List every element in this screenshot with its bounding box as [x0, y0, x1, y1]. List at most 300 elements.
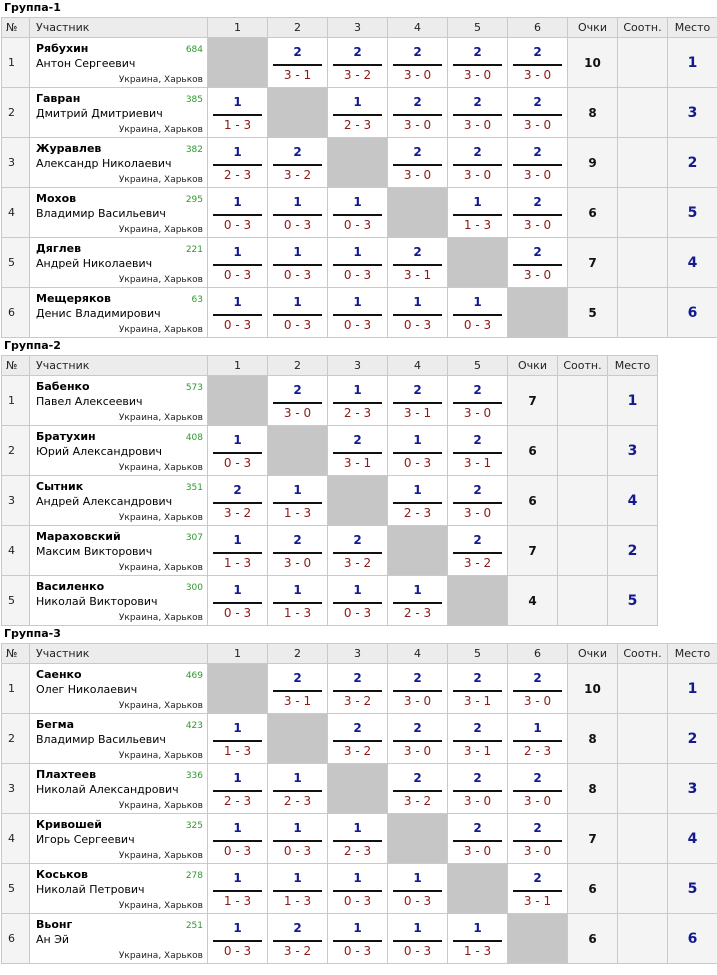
match-points: 2: [533, 45, 542, 59]
place-cell: 4: [668, 814, 717, 864]
match-cell[interactable]: [328, 238, 388, 288]
row-number: 2: [2, 426, 30, 476]
match-cell[interactable]: [388, 664, 448, 714]
match-score: 0 - 3: [403, 894, 432, 908]
match-divider: [453, 740, 502, 742]
match-divider: [513, 790, 562, 792]
player-surname[interactable]: Бегма: [36, 718, 75, 731]
match-points: 1: [293, 245, 302, 259]
place-cell: 5: [608, 576, 658, 626]
match-divider: [213, 840, 262, 842]
match-points: 2: [413, 45, 422, 59]
match-divider: [393, 452, 442, 454]
player-cell: [30, 476, 208, 526]
match-cell[interactable]: [508, 38, 568, 88]
player-surname[interactable]: Мараховский: [36, 530, 121, 543]
match-divider: [273, 790, 322, 792]
match-score: 2 - 3: [523, 744, 552, 758]
match-cell[interactable]: [268, 38, 328, 88]
header-ratio: Соотн.: [618, 644, 668, 664]
match-cell[interactable]: [388, 864, 448, 914]
self-cell: [328, 476, 388, 526]
match-score: 3 - 0: [523, 218, 552, 232]
player-rating: 385: [185, 95, 203, 105]
match-points: 1: [293, 821, 302, 835]
match-points: 1: [533, 721, 542, 735]
player-rating: 251: [185, 921, 203, 931]
place-cell: 2: [608, 526, 658, 576]
header-opponent-col: 3: [328, 644, 388, 664]
match-cell[interactable]: [388, 576, 448, 626]
match-cell[interactable]: [268, 188, 328, 238]
match-score: 2 - 3: [403, 506, 432, 520]
player-surname[interactable]: Сытник: [36, 480, 84, 493]
match-points: 1: [353, 921, 362, 935]
points-cell: 6: [508, 426, 558, 476]
match-divider: [273, 214, 322, 216]
player-surname[interactable]: Василенко: [36, 580, 105, 593]
match-points: 1: [413, 483, 422, 497]
match-cell[interactable]: [208, 138, 268, 188]
match-score: 0 - 3: [283, 268, 312, 282]
points-cell: 6: [508, 476, 558, 526]
match-points: 1: [233, 721, 242, 735]
match-cell[interactable]: [388, 238, 448, 288]
match-points: 1: [233, 921, 242, 935]
match-divider: [393, 64, 442, 66]
place-cell: 4: [668, 238, 717, 288]
match-cell[interactable]: [448, 814, 508, 864]
row-number: 3: [2, 764, 30, 814]
match-cell[interactable]: [208, 188, 268, 238]
player-surname[interactable]: Дяглев: [36, 242, 82, 255]
match-divider: [453, 940, 502, 942]
player-rating: 63: [191, 295, 203, 305]
match-divider: [213, 552, 262, 554]
match-cell[interactable]: [208, 576, 268, 626]
player-cell: [30, 426, 208, 476]
match-points: 1: [293, 583, 302, 597]
place-cell: 4: [608, 476, 658, 526]
player-rating: 295: [185, 195, 203, 205]
match-score: 1 - 3: [223, 556, 252, 570]
player-rating: 382: [185, 145, 203, 155]
place-cell: 6: [668, 914, 717, 964]
match-cell[interactable]: [328, 664, 388, 714]
match-cell[interactable]: [388, 88, 448, 138]
match-score: 3 - 2: [463, 556, 492, 570]
match-cell[interactable]: [208, 288, 268, 338]
match-cell[interactable]: [508, 814, 568, 864]
match-score: 2 - 3: [403, 606, 432, 620]
match-score: 3 - 0: [403, 68, 432, 82]
match-points: 1: [293, 771, 302, 785]
player-surname[interactable]: Бабенко: [36, 380, 90, 393]
player-location: Украина, Харьков: [118, 125, 203, 135]
match-divider: [333, 890, 382, 892]
match-divider: [213, 790, 262, 792]
header-opponent-col: 4: [388, 356, 448, 376]
place-cell: 1: [608, 376, 658, 426]
header-participant: Участник: [30, 644, 208, 664]
match-points: 2: [533, 95, 542, 109]
match-divider: [213, 264, 262, 266]
ratio-cell: [618, 138, 668, 188]
player-location: Украина, Харьков: [118, 225, 203, 235]
match-cell[interactable]: [388, 288, 448, 338]
table-row: [2, 526, 658, 576]
ratio-cell: [618, 238, 668, 288]
match-cell[interactable]: [448, 714, 508, 764]
match-points: 2: [413, 721, 422, 735]
header-points: Очки: [568, 18, 618, 38]
match-cell[interactable]: [208, 88, 268, 138]
match-points: 2: [533, 195, 542, 209]
group-title: Группа-2: [4, 339, 61, 352]
match-cell[interactable]: [448, 138, 508, 188]
match-cell[interactable]: [208, 764, 268, 814]
points-cell: 7: [568, 238, 618, 288]
match-cell[interactable]: [328, 88, 388, 138]
match-cell[interactable]: [508, 864, 568, 914]
match-score: 3 - 2: [283, 168, 312, 182]
player-location: Украина, Харьков: [118, 275, 203, 285]
match-cell[interactable]: [508, 764, 568, 814]
match-points: 2: [473, 821, 482, 835]
match-points: 1: [233, 145, 242, 159]
match-divider: [333, 840, 382, 842]
match-score: 3 - 0: [523, 844, 552, 858]
match-divider: [333, 314, 382, 316]
points-cell: 8: [568, 88, 618, 138]
match-divider: [273, 264, 322, 266]
player-surname[interactable]: Мохов: [36, 192, 77, 205]
match-cell[interactable]: [388, 376, 448, 426]
match-cell[interactable]: [268, 138, 328, 188]
self-cell: [388, 188, 448, 238]
match-divider: [393, 790, 442, 792]
match-cell[interactable]: [268, 864, 328, 914]
match-cell[interactable]: [208, 714, 268, 764]
match-cell[interactable]: [208, 526, 268, 576]
match-cell[interactable]: [268, 914, 328, 964]
place-cell: 6: [668, 288, 717, 338]
table-row: [2, 426, 658, 476]
player-first-name: Денис Владимирович: [36, 307, 161, 320]
place-cell: 3: [608, 426, 658, 476]
match-score: 3 - 0: [523, 118, 552, 132]
match-points: 2: [473, 483, 482, 497]
match-cell[interactable]: [448, 88, 508, 138]
self-cell: [208, 664, 268, 714]
match-points: 2: [533, 671, 542, 685]
ratio-cell: [618, 88, 668, 138]
match-score: 3 - 2: [283, 944, 312, 958]
ratio-cell: [618, 764, 668, 814]
match-points: 2: [533, 245, 542, 259]
self-cell: [328, 138, 388, 188]
self-cell: [268, 88, 328, 138]
match-cell[interactable]: [328, 576, 388, 626]
header-ratio: Соотн.: [558, 356, 608, 376]
match-cell[interactable]: [328, 814, 388, 864]
player-surname[interactable]: Журавлев: [36, 142, 102, 155]
table-row: [2, 664, 717, 714]
match-points: 1: [233, 821, 242, 835]
header-row: [2, 644, 717, 664]
match-divider: [333, 740, 382, 742]
match-cell[interactable]: [448, 476, 508, 526]
player-surname[interactable]: Кривошей: [36, 818, 102, 831]
match-points: 2: [413, 671, 422, 685]
match-cell[interactable]: [268, 376, 328, 426]
table-row: [2, 188, 717, 238]
match-divider: [453, 690, 502, 692]
place-cell: 2: [668, 138, 717, 188]
match-cell[interactable]: [208, 238, 268, 288]
match-divider: [213, 164, 262, 166]
player-cell: [30, 188, 208, 238]
match-divider: [213, 940, 262, 942]
match-score: 0 - 3: [343, 268, 372, 282]
self-cell: [208, 38, 268, 88]
header-place: Место: [608, 356, 658, 376]
header-place: Место: [668, 644, 717, 664]
player-surname[interactable]: Братухин: [36, 430, 96, 443]
match-score: 2 - 3: [223, 794, 252, 808]
match-divider: [513, 214, 562, 216]
match-cell[interactable]: [328, 426, 388, 476]
match-points: 2: [473, 383, 482, 397]
match-score: 0 - 3: [343, 318, 372, 332]
table-row: [2, 376, 658, 426]
header-opponent-col: 4: [388, 644, 448, 664]
match-score: 3 - 1: [403, 268, 432, 282]
match-cell[interactable]: [268, 664, 328, 714]
player-rating: 278: [185, 871, 203, 881]
match-cell[interactable]: [388, 914, 448, 964]
match-cell[interactable]: [208, 864, 268, 914]
ratio-cell: [558, 476, 608, 526]
match-cell[interactable]: [268, 238, 328, 288]
match-points: 2: [353, 671, 362, 685]
match-cell[interactable]: [328, 288, 388, 338]
match-points: 2: [293, 921, 302, 935]
match-score: 1 - 3: [223, 894, 252, 908]
match-cell[interactable]: [508, 664, 568, 714]
group-title: Группа-3: [4, 627, 61, 640]
match-cell[interactable]: [448, 914, 508, 964]
match-score: 3 - 1: [463, 694, 492, 708]
match-score: 3 - 0: [283, 406, 312, 420]
match-cell[interactable]: [268, 764, 328, 814]
row-number: 5: [2, 864, 30, 914]
ratio-cell: [618, 38, 668, 88]
player-cell: [30, 138, 208, 188]
match-cell[interactable]: [508, 714, 568, 764]
match-divider: [273, 552, 322, 554]
row-number: 1: [2, 376, 30, 426]
match-cell[interactable]: [328, 714, 388, 764]
match-score: 0 - 3: [223, 944, 252, 958]
match-points: 1: [233, 245, 242, 259]
match-cell[interactable]: [448, 526, 508, 576]
match-score: 0 - 3: [223, 218, 252, 232]
match-divider: [333, 64, 382, 66]
player-location: Украина, Харьков: [118, 851, 203, 861]
ratio-cell: [558, 526, 608, 576]
match-score: 3 - 0: [403, 168, 432, 182]
match-points: 1: [233, 195, 242, 209]
player-first-name: Ан Эй: [36, 933, 70, 946]
player-location: Украина, Харьков: [118, 801, 203, 811]
match-points: 1: [233, 95, 242, 109]
match-divider: [213, 890, 262, 892]
match-divider: [333, 114, 382, 116]
player-surname[interactable]: Коськов: [36, 868, 89, 881]
match-cell[interactable]: [388, 138, 448, 188]
player-first-name: Игорь Сергеевич: [36, 833, 135, 846]
player-rating: 300: [185, 583, 203, 593]
match-divider: [213, 114, 262, 116]
match-points: 2: [473, 671, 482, 685]
header-opponent-col: 5: [448, 356, 508, 376]
match-points: 2: [413, 95, 422, 109]
match-cell[interactable]: [448, 38, 508, 88]
self-cell: [508, 914, 568, 964]
match-divider: [453, 790, 502, 792]
match-cell[interactable]: [448, 376, 508, 426]
match-cell[interactable]: [208, 426, 268, 476]
table-row: [2, 764, 717, 814]
match-score: 3 - 1: [343, 456, 372, 470]
match-cell[interactable]: [508, 88, 568, 138]
match-divider: [273, 502, 322, 504]
match-cell[interactable]: [508, 238, 568, 288]
match-divider: [213, 214, 262, 216]
match-cell[interactable]: [208, 814, 268, 864]
match-points: 1: [353, 583, 362, 597]
match-cell[interactable]: [328, 914, 388, 964]
player-first-name: Антон Сергеевич: [36, 57, 136, 70]
player-surname[interactable]: Плахтеев: [36, 768, 97, 781]
ratio-cell: [618, 814, 668, 864]
match-divider: [213, 452, 262, 454]
match-cell[interactable]: [388, 764, 448, 814]
match-divider: [393, 602, 442, 604]
match-cell[interactable]: [328, 526, 388, 576]
match-divider: [273, 690, 322, 692]
match-points: 1: [233, 583, 242, 597]
match-points: 1: [353, 821, 362, 835]
match-cell[interactable]: [268, 576, 328, 626]
match-cell[interactable]: [268, 476, 328, 526]
player-surname[interactable]: Рябухин: [36, 42, 89, 55]
match-cell[interactable]: [448, 288, 508, 338]
match-cell[interactable]: [508, 138, 568, 188]
self-cell: [268, 426, 328, 476]
match-score: 3 - 2: [343, 694, 372, 708]
row-number: 6: [2, 914, 30, 964]
match-divider: [453, 452, 502, 454]
match-divider: [453, 402, 502, 404]
match-cell[interactable]: [508, 188, 568, 238]
player-surname[interactable]: Мещеряков: [36, 292, 111, 305]
match-score: 3 - 2: [223, 506, 252, 520]
points-cell: 8: [568, 714, 618, 764]
match-cell[interactable]: [268, 814, 328, 864]
self-cell: [448, 576, 508, 626]
row-number: 3: [2, 476, 30, 526]
match-cell[interactable]: [388, 476, 448, 526]
match-cell[interactable]: [388, 714, 448, 764]
match-cell[interactable]: [448, 664, 508, 714]
player-rating: 351: [185, 483, 203, 493]
match-cell[interactable]: [268, 288, 328, 338]
match-divider: [393, 690, 442, 692]
match-divider: [393, 502, 442, 504]
match-cell[interactable]: [328, 38, 388, 88]
match-points: 2: [473, 771, 482, 785]
match-cell[interactable]: [388, 38, 448, 88]
match-points: 1: [293, 195, 302, 209]
match-score: 1 - 3: [283, 506, 312, 520]
match-cell[interactable]: [208, 476, 268, 526]
match-cell[interactable]: [448, 764, 508, 814]
player-surname[interactable]: Вьонг: [36, 918, 73, 931]
match-cell[interactable]: [448, 426, 508, 476]
player-rating: 684: [185, 45, 203, 55]
match-cell[interactable]: [268, 526, 328, 576]
player-rating: 469: [185, 671, 203, 681]
points-cell: 4: [508, 576, 558, 626]
match-divider: [333, 602, 382, 604]
match-points: 1: [353, 871, 362, 885]
row-number: 2: [2, 714, 30, 764]
match-divider: [273, 164, 322, 166]
match-score: 3 - 0: [463, 118, 492, 132]
match-points: 2: [413, 145, 422, 159]
match-divider: [393, 402, 442, 404]
player-surname[interactable]: Гавран: [36, 92, 81, 105]
match-cell[interactable]: [328, 376, 388, 426]
player-location: Украина, Харьков: [118, 613, 203, 623]
match-score: 3 - 2: [343, 556, 372, 570]
player-rating: 221: [185, 245, 203, 255]
player-rating: 307: [185, 533, 203, 543]
match-score: 0 - 3: [283, 318, 312, 332]
match-cell[interactable]: [328, 188, 388, 238]
player-surname[interactable]: Саенко: [36, 668, 82, 681]
match-points: 1: [233, 771, 242, 785]
ratio-cell: [618, 188, 668, 238]
header-opponent-col: 3: [328, 356, 388, 376]
match-divider: [393, 264, 442, 266]
match-score: 0 - 3: [343, 894, 372, 908]
match-points: 2: [533, 821, 542, 835]
player-location: Украина, Харьков: [118, 413, 203, 423]
self-cell: [448, 864, 508, 914]
match-cell[interactable]: [388, 426, 448, 476]
player-cell: [30, 376, 208, 426]
match-cell[interactable]: [208, 914, 268, 964]
header-opponent-col: 5: [448, 644, 508, 664]
match-divider: [453, 114, 502, 116]
match-cell[interactable]: [328, 864, 388, 914]
match-divider: [273, 402, 322, 404]
match-cell[interactable]: [448, 188, 508, 238]
match-divider: [273, 840, 322, 842]
